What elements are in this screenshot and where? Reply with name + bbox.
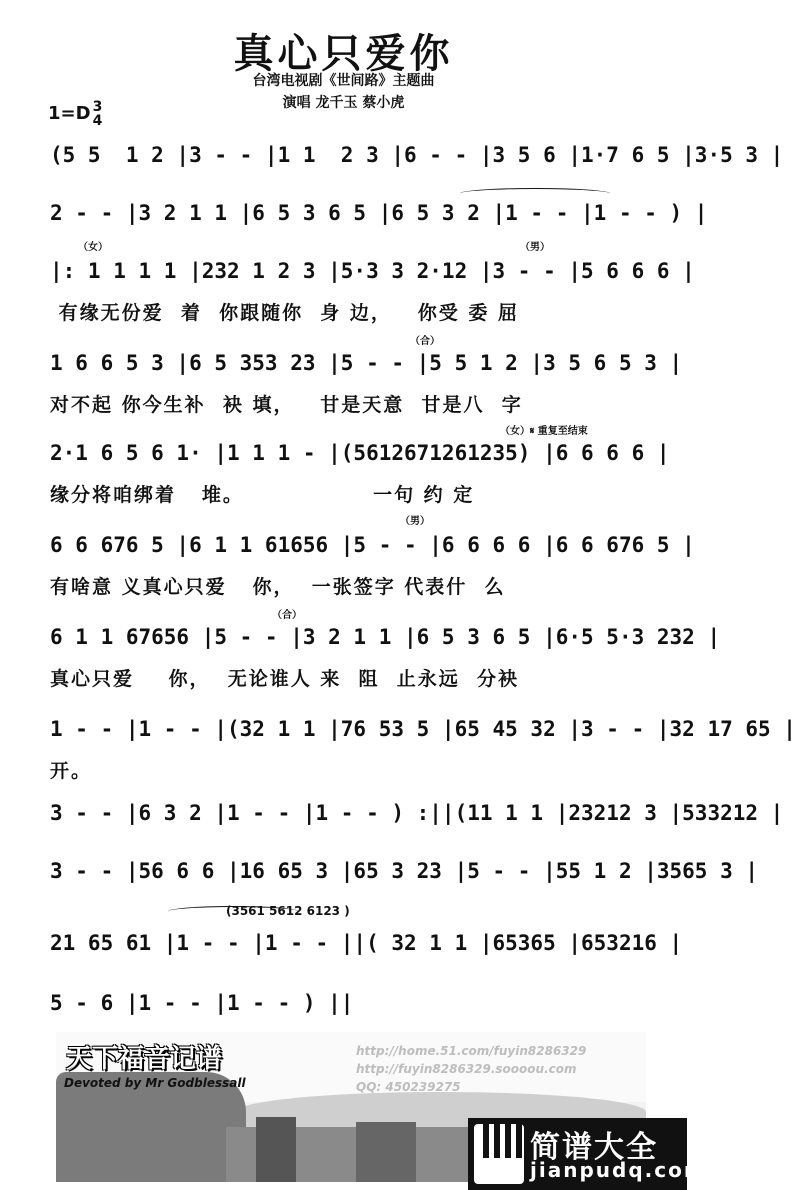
- male-mark: （男）: [520, 242, 550, 253]
- url-link-2[interactable]: http://fuyin8286329.soooou.com: [356, 1062, 577, 1076]
- lyrics: 有啥意 义真心只爱 你， 一张签字 代表什 么: [50, 576, 506, 598]
- ornament-notes: (3561 5612 6123 ): [226, 904, 350, 918]
- female-mark: （女）: [78, 242, 108, 253]
- time-bottom: 4: [92, 113, 103, 129]
- notes: 2·1 6 5 6 1· |1 1 1 - |(5612671261235) |6 6 6 6 |: [50, 441, 670, 465]
- repeat-note: （女）𝄋 重复至结束: [500, 426, 588, 437]
- score-row-11: [50, 904, 683, 964]
- key-label: 1=D: [48, 103, 91, 124]
- score-row-8: [50, 714, 796, 782]
- lyrics: 开。: [50, 760, 93, 782]
- devoted-credit: Devoted by Mr Godblessall: [64, 1076, 246, 1090]
- singers: 演唱 龙千玉 蔡小虎: [282, 95, 405, 111]
- brand-name: 简谱大全: [530, 1130, 658, 1165]
- notes: 1 6 6 5 3 |6 5 353 23 |5 - - |5 5 1 2 |3 5 6 5 3 |: [50, 351, 683, 375]
- chorus-mark: （合）: [272, 610, 302, 621]
- song-title: 真心只爱你: [233, 30, 454, 77]
- song-subtitle: 台湾电视剧《世间路》主题曲: [252, 73, 435, 89]
- time-top: 3: [92, 99, 103, 115]
- score-row-7: [50, 610, 721, 690]
- notes: 3 - - |56 6 6 |16 65 3 |65 3 23 |5 - - |55 1 2 |3565 3 |: [50, 859, 759, 883]
- notes: 1 - - |1 - - |(32 1 1 |76 53 5 |65 45 32 |3 - - |32 17 65 |: [50, 717, 796, 741]
- score-row-10: [50, 856, 759, 892]
- lyrics: 缘分将咱绑着 堆。 一句 约 定: [50, 484, 475, 506]
- notes: 2 - - |3 2 1 1 |6 5 3 6 5 |6 5 3 2 |1 - - |1 - - ) |: [50, 201, 708, 225]
- notes: 3 - - |6 3 2 |1 - - |1 - - ) :||(11 1 1 |23212 3 |533212 |: [50, 801, 784, 825]
- score-row-9: [50, 798, 784, 834]
- key-signature: [48, 100, 102, 128]
- male-mark: （男）: [400, 516, 430, 527]
- qq-number: QQ: 450239275: [356, 1080, 461, 1094]
- calligraphy-logo: 天下福音记谱: [66, 1044, 223, 1074]
- score-row-6: [50, 516, 695, 598]
- piano-icon: [474, 1124, 524, 1184]
- brand-site: jianpudq.com: [530, 1158, 707, 1182]
- time-signature: [93, 100, 103, 128]
- chorus-mark: （合）: [410, 336, 440, 347]
- banner-building: [256, 1117, 296, 1182]
- score-row-12: [50, 988, 660, 1024]
- notes: 6 6 676 5 |6 1 1 61656 |5 - - |6 6 6 6 |6 6 676 5 |: [50, 533, 695, 557]
- score-row-4: [50, 336, 683, 416]
- site-logo[interactable]: [468, 1118, 707, 1190]
- lyrics: 对不起 你今生补 袂 填， 甘是天意 甘是八 字: [50, 394, 523, 416]
- notes: 21 65 61 |1 - - |1 - - ||( 32 1 1 |65365 |653216 |: [50, 931, 683, 955]
- notes: (5 5 1 2 |3 - - |1 1 2 3 |6 - - |3 5 6 |1·7 6 5 |3·5 3 |: [50, 143, 784, 167]
- banner-building: [356, 1122, 416, 1182]
- notes: |: 1 1 1 1 |232 1 2 3 |5·3 3 2·12 |3 - - |5 6 6 6 |: [50, 259, 695, 283]
- notes: 5 - 6 |1 - - |1 - - ) ||: [50, 991, 354, 1015]
- lyrics: 有缘无份爱 着 你跟随你 身 边， 你受 委 屈: [50, 302, 519, 324]
- score-row-1: [50, 140, 784, 176]
- url-link-1[interactable]: http://home.51.com/fuyin8286329: [356, 1044, 587, 1058]
- notes: 6 1 1 67656 |5 - - |3 2 1 1 |6 5 3 6 5 |6·5 5·3 232 |: [50, 625, 721, 649]
- lyrics: 真心只爱 你， 无论谁人 来 阻 止永远 分袂: [50, 668, 519, 690]
- score-row-2: [50, 198, 708, 234]
- score-row-5: [50, 426, 670, 506]
- score-row-3: [50, 242, 695, 324]
